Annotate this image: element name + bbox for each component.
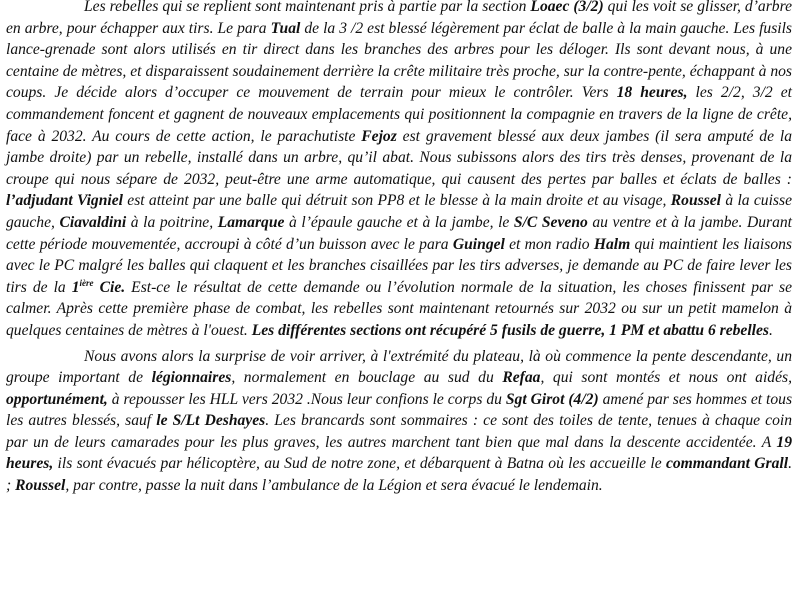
text-segment: . ; (6, 455, 792, 495)
text-segment: de la 3 /2 est blessé légèrement par éclat de balle à la main gauche. Les fusils lance-grenade sont alors utilisés en tir direct dans les branches des arbres pour les déloger. Ils sont devant nous, à une centaine de mètres, et disparaissent soudainement derrière la crête militaire très proche, sur la contre-pente, échappant à nos coups. Je décide alors d’occuper ce mouvement de terrain pour mieux le contrôler. Vers (6, 19, 792, 102)
bold-text-segment: Lamarque (217, 213, 285, 231)
text-segment: est atteint par une balle qui détruit son PP8 et le blesse à la main droite et au visage, (122, 192, 671, 210)
text-segment: les 2/2, 3/2 et commandement foncent et gagnent de nouveaux emplacements qui positionnent la compagnie en travers de la ligne de crête, face à 2032. Au cours de cette action, le parachutiste (6, 84, 793, 145)
bold-text-segment: ière (79, 277, 94, 288)
text-segment: Est-ce le résultat de cette demande ou l’évolution normale de la situation, les choses finissent par se calmer. Après cette première phase de combat, les rebelles sont maintenant retournés sur 2032 ou sur un petit mamelon à quelques centaines de mètres à l'ouest. (6, 278, 792, 339)
bold-text-segment: Guingel (452, 235, 505, 253)
text-segment: qui maintient les liaisons avec le PC malgré les balles qui claquent et les branches cisaillées par les tirs adverses, je demande au PC de faire lever les tirs de la (6, 235, 792, 296)
text-segment: . Les brancards sont sommaires : ce sont des toiles de tente, tenues à chaque coin par un de leurs camarades pour les plus graves, les autres marchent tant bien que mal dans la descente accidentée. A (6, 412, 792, 451)
bold-text-segment: 18 heures, (616, 84, 688, 102)
bold-text-segment: Cie. (93, 278, 126, 296)
bold-text-segment: l’adjudant Vigniel (6, 192, 123, 210)
bold-text-segment: légionnaires (151, 369, 232, 387)
text-segment: . (769, 321, 773, 339)
bold-text-segment: commandant Grall (665, 455, 789, 473)
text-segment: est gravement blessé aux deux jambes (il sera amputé de la jambe droite) par un rebelle, installé dans un arbre, qu’il abat. Nous subissons alors des tirs très denses, provenant de la croupe qui nous sépare de 2032, peut-être une arme automatique, qui causent des pertes par balles et éclats de balles : (6, 127, 792, 188)
text-segment: ils sont évacués par hélicoptère, au Sud de notre zone, et débarquent à Batna où les accueille le (53, 455, 666, 473)
text-segment: à la cuisse gauche, (6, 192, 792, 231)
bold-text-segment: 1 (71, 278, 80, 296)
bold-text-segment: opportunément, (6, 390, 108, 408)
bold-text-segment: Roussel (670, 192, 722, 210)
text-segment: Les rebelles qui se replient sont maintenant pris à partie par la section (84, 0, 531, 15)
bold-text-segment: S/C Seveno (513, 213, 588, 231)
bold-text-segment: Loaec (3/2) (530, 0, 604, 15)
text-segment: Nous avons alors la surprise de voir arriver, à l'extrémité du plateau, là où commence la pente descendante, un groupe important de (6, 347, 792, 387)
text-segment: et mon radio (504, 235, 594, 253)
bold-text-segment: Refaa (502, 369, 541, 387)
bold-text-segment: Fejoz (361, 127, 397, 145)
bold-text-segment: Halm (593, 235, 631, 253)
text-segment: au ventre et à la jambe. Durant cette période mouvementée, accroupi à côté d’un buisson avec le para (6, 213, 792, 253)
bold-text-segment: Roussel (15, 477, 66, 495)
bold-text-segment: Les différentes sections ont récupéré 5 fusils de guerre, 1 PM et abattu 6 rebelles (251, 321, 769, 339)
paragraph (6, 346, 792, 497)
paragraph (6, 0, 792, 342)
text-segment: , par contre, passe la nuit dans l’ambulance de la Légion et sera évacué le lendemain. (65, 477, 603, 495)
text-segment: , normalement en bouclage au sud du (231, 369, 503, 387)
text-segment: à repousser les HLL vers 2032 .Nous leur confions le corps du (107, 390, 506, 408)
bold-text-segment: Sgt Girot (4/2) (505, 390, 599, 408)
bold-text-segment: 19 heures, (6, 433, 792, 473)
text-segment: , qui sont montés et nous ont aidés, (540, 369, 792, 387)
text-segment: à la poitrine, (126, 213, 218, 231)
bold-text-segment: Tual (270, 19, 301, 37)
text-segment: qui les voit se glisser, d’arbre en arbre, pour échapper aux tirs. Le para (6, 0, 792, 37)
text-segment: à l’épaule gauche et à la jambe, le (284, 213, 514, 231)
bold-text-segment: Ciavaldini (59, 213, 127, 231)
bold-text-segment: le S/Lt Deshayes (156, 412, 266, 430)
text-segment: amené par ses hommes et tous les autres blessés, sauf (6, 390, 793, 430)
